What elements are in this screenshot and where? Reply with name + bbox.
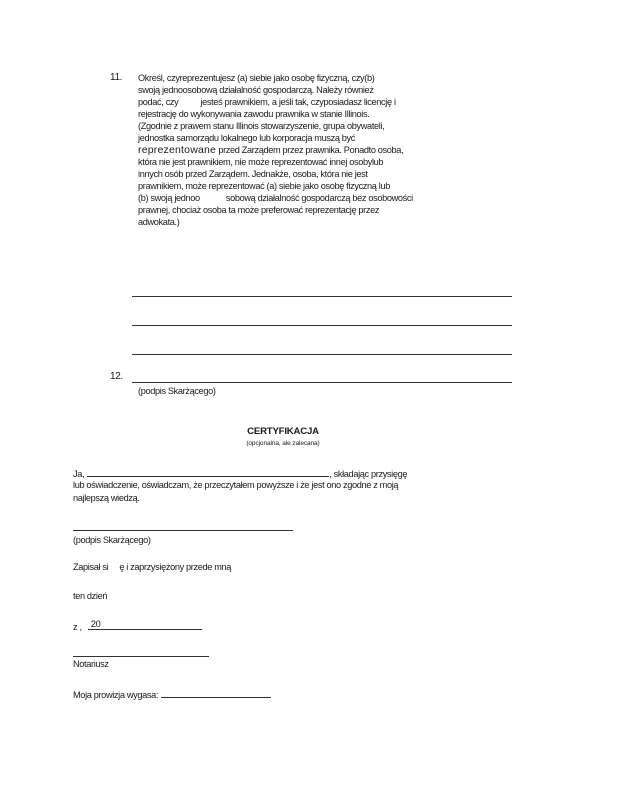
declarant-signature-label: (podpis Skarżącego) — [73, 535, 151, 545]
item-11-line-1: Określ, czyreprezentujesz (a) siebie jako osobę fizyczną, czy(b) — [138, 73, 375, 83]
certification-line-2: lub oświadczenie, oświadczam, że przeczytałem powyższe i że jest ono zgodne z moją — [73, 480, 399, 490]
declarant-name-field[interactable] — [87, 466, 329, 477]
certification-subtitle: (opcjonalna, ale zalecana) — [246, 440, 320, 447]
item-11-paragraph — [138, 72, 438, 228]
answer-line-1[interactable] — [132, 296, 512, 297]
item-11-number: 11. — [110, 72, 123, 83]
certification-title: CERTYFIKACJA — [247, 426, 319, 437]
item-11-line-8: która nie jest prawnikiem, nie może reprezentować innej osobylub — [138, 157, 384, 167]
item-11-line-11: (b) swoją jednoo sobową działalność gospodarczą bez osobowości — [138, 193, 413, 203]
item-11-line-12: prawnej, chociaż osoba ta może preferować reprezentację przez — [138, 205, 380, 215]
item-11-line-7: reprezentowane przed Zarządem przez prawnika. Ponadto osoba, — [138, 144, 404, 156]
item-12-number: 12. — [110, 371, 123, 382]
item-11-line-6: jednostka samorządu lokalnego lub korporacja muszą być — [138, 133, 356, 143]
answer-line-2[interactable] — [132, 325, 512, 326]
notary-signature-line[interactable] — [73, 656, 209, 657]
item-11-line-2: swoją jednoosobową działalność gospodarczą. Należy również — [138, 85, 374, 95]
complainant-signature-line[interactable] — [132, 382, 512, 383]
item-11-line-3: podać, czy jesteś prawnikiem, a jeśli tak, czyposiadasz licencję i — [138, 97, 396, 107]
item-11-line-9: innych osób przed Zarządem. Jednakże, osoba, która nie jest — [138, 169, 368, 179]
item-11-line-10: prawnikiem, może reprezentować (a) siebie jako osobę fizyczną lub — [138, 181, 390, 191]
item-11-line-4: rejestrację do wykonywania zawodu prawnika w stanie Illinois. — [138, 109, 370, 119]
complainant-signature-label: (podpis Skarżącego) — [138, 386, 216, 396]
answer-line-3[interactable] — [132, 354, 512, 355]
notary-label: Notariusz — [73, 659, 109, 669]
commission-expiry-field[interactable] — [161, 687, 271, 698]
item-11-line-13: adwokata.) — [138, 217, 180, 227]
declarant-signature-line[interactable] — [73, 530, 293, 531]
day-label: ten dzień — [73, 591, 108, 601]
sworn-statement: Zapisał si ę i zaprzysiężony przede mną — [73, 562, 232, 572]
certification-line-1: Ja, , składając przysięgę — [73, 466, 407, 480]
year-field[interactable] — [88, 619, 202, 630]
commission-line: Moja prowizja wygasa: — [73, 687, 271, 701]
certification-line-3: najlepszą wiedzą. — [73, 493, 140, 503]
item-11-line-5: (Zgodnie z prawem stanu Illinois stowarzyszenie, grupa obywateli, — [138, 121, 385, 131]
date-line: z , 20 — [73, 619, 202, 633]
year-value: 20 — [90, 619, 101, 629]
